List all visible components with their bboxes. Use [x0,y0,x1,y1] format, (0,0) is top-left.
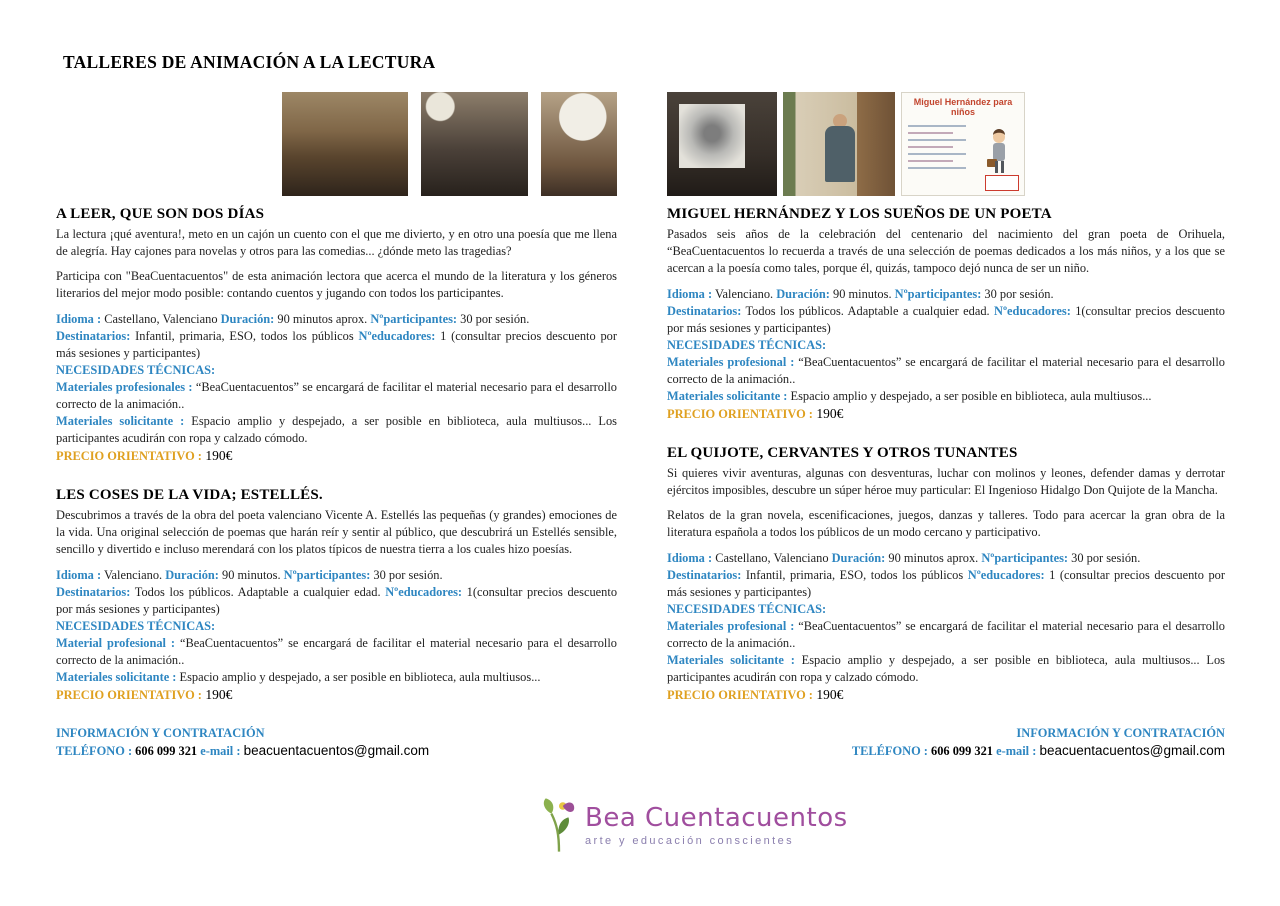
workshop-title: LES COSES DE LA VIDA; ESTELLÉS. [56,487,323,503]
detail-line [56,311,617,328]
detail-text: “BeaCuentacuentos” se encargará de facilitar el material necesario para el desarrollo correcto de la animación.. [56,380,617,411]
poster-text-lines [908,125,966,174]
workshop-left-1 [56,206,617,465]
detail-line [667,652,1225,686]
detail-label: Destinatarios: [667,304,742,318]
detail-line [56,618,617,635]
detail-label: Destinatarios: [56,329,131,343]
detail-text: Castellano, Valenciano [712,551,832,565]
detail-label: Materiales solicitante : [56,670,177,684]
workshop-paragraph: Relatos de la gran novela, escenificaciones, juegos, danzas y talleres. Todo para acercar la gran obra de la literatura española a todos los públicos de un modo cercano y participativo. [667,508,1225,539]
detail-line [56,669,617,686]
left-sections [56,206,617,759]
document-title: TALLERES DE ANIMACIÓN A LA LECTURA [63,52,436,72]
detail-label: Nºeducadores: [967,568,1045,582]
detail-label: Idioma : [56,568,102,582]
detail-label: Duración: [165,568,219,582]
photo-balloon-game [541,92,617,196]
detail-line [56,379,617,413]
detail-line [56,413,617,447]
two-column-layout [56,92,1225,759]
detail-line [667,567,1225,601]
detail-text: Espacio amplio y despejado, a ser posible en biblioteca, aula multiusos... Los participantes acudirán con ropa y calzado cómodo. [56,414,618,445]
detail-label: NECESIDADES TÉCNICAS: [56,363,216,377]
workshop-left-2 [56,487,617,704]
detail-label: Nºparticipantes: [894,287,982,301]
price-label: PRECIO ORIENTATIVO : [667,407,813,421]
detail-text: 1(consultar precios descuento por más sesiones y participantes) [667,304,1226,335]
workshop-paragraph: Pasados seis años de la celebración del centenario del nacimiento del gran poeta de Orihuela, “BeaCuentacuentos lo recuerda a través de una selección de poemas dedicados a los más niños, y a los que se acercan a la poesía como tales, porque él, quizás, tampoco dejó nunca de ser un niño. [667,227,1225,275]
detail-line [667,618,1225,652]
detail-text: 90 minutos. [829,287,895,301]
detail-text: 1(consultar precios descuento por más sesiones y participantes) [56,585,618,616]
detail-line [56,328,617,362]
detail-line [56,686,617,704]
detail-label: Duración: [220,312,275,326]
logo-text-block [585,803,848,847]
workshop-paragraph: Si quieres vivir aventuras, algunas con desventuras, luchar con molinos y leones, defender damas y derrotar ejércitos imposibles, descubre un súper héroe muy particular: El Ingenioso Hidalgo Don Quijote de la Mancha. [667,466,1225,497]
right-sections [667,206,1225,759]
contact-block [667,726,1225,759]
photo-storytelling-room [282,92,408,196]
detail-text: Valenciano. [101,568,166,582]
detail-label: Nºparticipantes: [283,568,371,582]
detail-label: Idioma : [667,287,713,301]
detail-line [56,635,617,669]
detail-line [56,362,617,379]
detail-label: Nºparticipantes: [981,551,1069,565]
detail-text: 30 por sesión. [370,568,443,582]
detail-line [667,550,1225,567]
detail-label: Destinatarios: [56,585,131,599]
detail-line [667,354,1225,388]
phone-number: 606 099 321 [931,744,993,758]
photo-children-activity [421,92,528,196]
contact-heading: INFORMACIÓN Y CONTRATACIÓN [1016,726,1225,740]
photo-strip-right [667,92,1225,196]
workshop-details [56,567,617,704]
detail-label: Materiales profesional : [667,355,795,369]
price-label: PRECIO ORIENTATIVO : [56,688,202,702]
left-column [56,92,617,759]
detail-line [667,405,1225,423]
workshop-right-2 [667,445,1225,704]
workshop-title: MIGUEL HERNÁNDEZ Y LOS SUEÑOS DE UN POETA [667,206,1052,222]
detail-label: Materiales solicitante : [56,414,185,428]
detail-label: Idioma : [667,551,713,565]
detail-text: Espacio amplio y despejado, a ser posible en biblioteca, aula multiusos... [787,389,1152,403]
detail-text: 90 minutos. [218,568,284,582]
workshop-details [667,286,1225,423]
detail-text: 90 minutos aprox. [274,312,371,326]
detail-line [667,286,1225,303]
detail-label: Nºeducadores: [385,585,463,599]
detail-text: “BeaCuentacuentos” se encargará de facilitar el material necesario para el desarrollo correcto de la animación.. [667,355,1226,386]
detail-label: Idioma : [56,312,102,326]
detail-text: 1 (consultar precios descuento por más sesiones y participantes) [56,329,617,360]
detail-label: e-mail : [992,744,1040,758]
photo-reading-corner [783,92,895,196]
detail-line [667,601,1225,618]
contact-heading: INFORMACIÓN Y CONTRATACIÓN [56,726,265,740]
detail-line [56,584,617,618]
detail-label: Duración: [776,287,830,301]
detail-label: NECESIDADES TÉCNICAS: [56,619,216,633]
projected-face-screen [679,104,745,168]
detail-text: 30 por sesión. [981,287,1054,301]
detail-label: Nºeducadores: [994,304,1071,318]
poster-cartoon-figure [984,129,1014,175]
detail-text: 30 por sesión. [457,312,530,326]
price-value: 190€ [201,687,233,702]
detail-text: Todos los públicos. Adaptable a cualquier edad. [130,585,386,599]
detail-text: Valenciano. [712,287,777,301]
email-link[interactable]: beacuentacuentos@gmail.com [243,743,430,758]
poster-miguel-hernandez [901,92,1025,196]
detail-text: Infantil, primaria, ESO, todos los públicos [741,568,968,582]
detail-text: 30 por sesión. [1068,551,1141,565]
detail-label: NECESIDADES TÉCNICAS: [667,338,827,352]
detail-label: Nºeducadores: [358,329,436,343]
workshop-paragraph: Participa con "BeaCuentacuentos" de esta animación lectora que acerca el mundo de la literatura y los géneros literarios del mejor modo posible: contando cuentos y jugando con todos los participantes. [56,269,617,300]
workshop-title: A LEER, QUE SON DOS DÍAS [56,206,265,222]
detail-text: “BeaCuentacuentos” se encargará de facilitar el material necesario para el desarrollo correcto de la animación.. [667,619,1226,650]
detail-line [667,388,1225,405]
detail-label: TELÉFONO : [56,744,136,758]
detail-label: e-mail : [197,744,244,758]
contact-block [56,726,617,759]
detail-label: NECESIDADES TÉCNICAS: [667,602,827,616]
phone-number: 606 099 321 [135,744,198,758]
workshop-title: EL QUIJOTE, CERVANTES Y OTROS TUNANTES [667,445,1018,461]
detail-line [667,337,1225,354]
workshop-details [667,550,1225,704]
detail-text: “BeaCuentacuentos” se encargará de facilitar el material necesario para el desarrollo correcto de la animación.. [56,636,617,667]
logo-plant-icon [540,796,578,854]
detail-text: Infantil, primaria, ESO, todos los públicos [130,329,359,343]
price-value: 190€ [812,406,844,421]
price-label: PRECIO ORIENTATIVO : [667,688,813,702]
detail-label: Duración: [831,551,886,565]
workshop-paragraph: Descubrimos a través de la obra del poeta valenciano Vicente A. Estellés las pequeñas (y grandes) emociones de la vida. Una original selección de poemas que harán reír y sentir al público, que descubrirá un Estellés sensible, sencillo y divertido e incluso merendará con los platos típicos de nuestra tierra a los cuales hizo poesías. [56,508,617,556]
detail-text: 90 minutos aprox. [885,551,982,565]
detail-line [56,567,617,584]
detail-label: Materiales solicitante : [667,389,788,403]
workshop-paragraph: La lectura ¡qué aventura!, meto en un cajón un cuento con el que me divierto, y en otro una poesía que me llena de alegría. Hay cajones para novelas y otros para las comedias... ¿dónde meto las tragedias? [56,227,617,258]
detail-line [667,303,1225,337]
brand-logo [540,796,848,854]
detail-text: Espacio amplio y despejado, a ser posible en biblioteca, aula multiusos... Los participantes acudirán con ropa y calzado cómodo. [667,653,1225,684]
detail-text: Castellano, Valenciano [101,312,221,326]
right-column [667,92,1225,759]
detail-text: 1 (consultar precios descuento por más sesiones y participantes) [667,568,1225,599]
detail-line [56,447,617,465]
poster-caption-box [985,175,1019,191]
detail-label: Materiales profesional : [667,619,795,633]
price-value: 190€ [812,687,844,702]
contact-line [56,743,617,759]
detail-label: Material profesional : [56,636,176,650]
poster-title: Miguel Hernández para niños [913,97,1013,117]
brand-name: Bea Cuentacuentos [585,803,848,833]
detail-text: Espacio amplio y despejado, a ser posible en biblioteca, aula multiusos... [176,670,541,684]
contact-line [667,743,1225,759]
brand-tagline: arte y educación conscientes [585,835,795,847]
detail-label: TELÉFONO : [851,744,932,758]
detail-label: Destinatarios: [667,568,742,582]
photo-projection-screen [667,92,777,196]
detail-label: Materiales solicitante : [667,653,795,667]
workshop-details [56,311,617,465]
workshop-right-1 [667,206,1225,423]
price-value: 190€ [201,448,233,463]
detail-label: Nºparticipantes: [370,312,458,326]
email-link[interactable]: beacuentacuentos@gmail.com [1039,743,1225,758]
detail-label: Materiales profesionales : [56,380,193,394]
price-label: PRECIO ORIENTATIVO : [56,449,202,463]
detail-text: Todos los públicos. Adaptable a cualquier edad. [741,304,995,318]
photo-strip-left [56,92,617,196]
detail-line [667,686,1225,704]
